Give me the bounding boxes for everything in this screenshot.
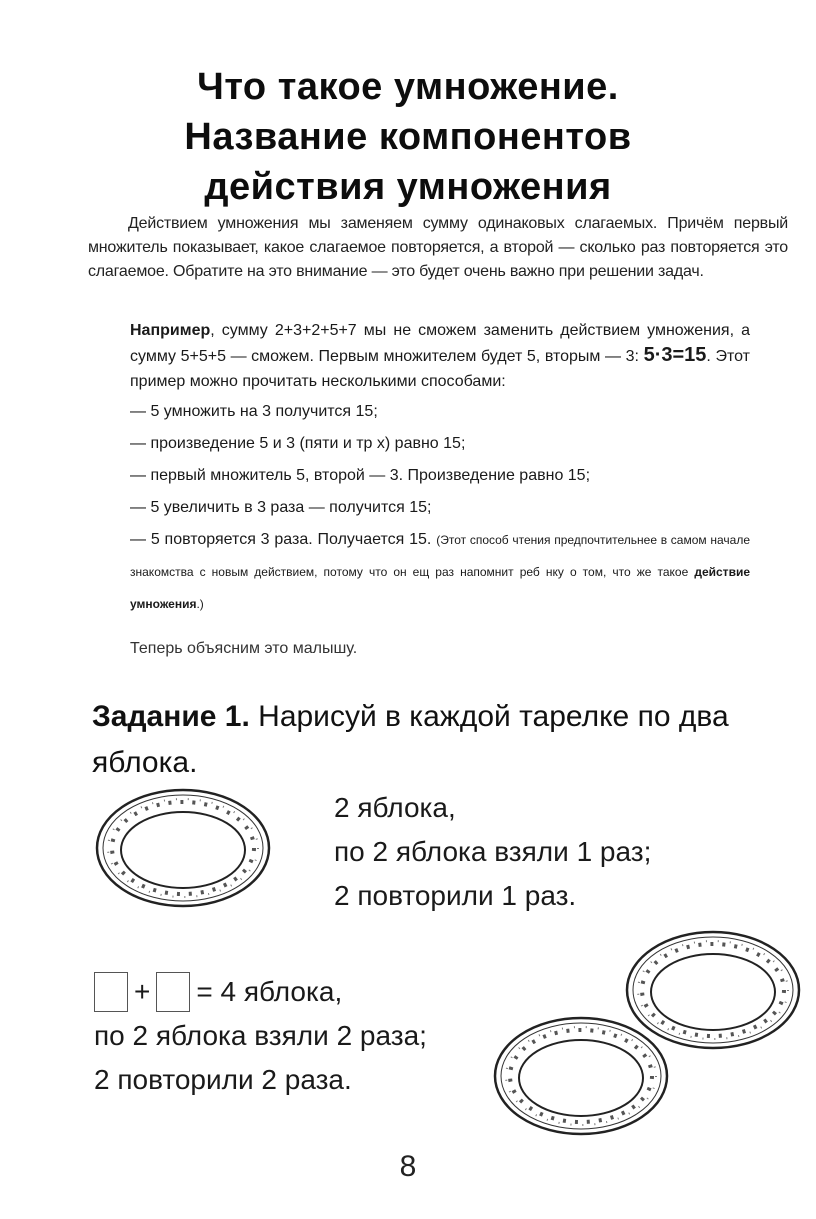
example-text-1: , сумму 2+3+2+5+7 мы не сможем заменить действием умножения, а сумму 5+5+5 — сможем. Первым множителем будет 5, вторым — 3: [130,322,750,365]
reading-way: — первый множитель 5, второй — 3. Произведение равно 15; [130,467,591,484]
equation-line [94,970,427,1014]
answer-box-2[interactable] [156,972,190,1012]
title-line-2: Название компонентов [184,116,632,158]
title-line-3: действия умножения [204,166,612,208]
task-number: Задание 1. [92,700,250,733]
equals-result: = 4 яблока, [196,976,343,1007]
now-explain-text: Теперь объясним это малышу. [130,640,358,657]
task-text: Нарисуй в каждой тарелке по два яблока. [92,700,729,779]
one-plate-text [334,786,651,918]
reading-way-last [130,524,750,620]
one-plate-line-2: по 2 яблока взяли 1 раз; [334,836,652,867]
two-plates-line-3: 2 повторили 2 раза. [94,1064,352,1095]
reading-ways-list [130,396,750,620]
page-number: 8 [399,1150,417,1183]
note-end: .) [196,597,204,611]
one-plate-line-3: 2 повторили 1 раз. [334,880,577,911]
reading-way: — 5 увеличить в 3 раза — получится 15; [130,499,432,516]
one-plate-line-1: 2 яблока, [334,792,456,823]
plate-1[interactable] [92,786,274,910]
plate-3[interactable] [490,1014,672,1138]
answer-box-1[interactable] [94,972,128,1012]
intro-text: Действием умножения мы заменяем сумму одинаковых слагаемых. Причём первый множитель показывает, какое слагаемое повторяется, а второй — сколько раз повторяется это слагаемое. Обратите на это внимание — это будет очень важно при решении задач. [88,215,788,280]
example-section [130,318,750,660]
example-paragraph [130,318,750,394]
two-plates-line-2: по 2 яблока взяли 2 раза; [94,1020,427,1051]
reading-way: — произведение 5 и 3 (пяти и тр х) равно 15; [130,435,466,452]
note-bold: действие умножения [130,565,750,611]
example-lead: Например [130,322,211,339]
example-formula: 5·3=15 [643,344,707,366]
note-start: (Этот способ чтения предпочтительнее в самом начале знакомства с новым действием, потому что он ещ раз напомнит реб нку о том, что же такое [130,533,751,579]
task-1 [92,694,792,786]
intro-paragraph [88,212,788,284]
page-title [80,62,736,212]
two-plates-text [94,970,427,1102]
example-text-2: . Этот пример можно прочитать несколькими способами: [130,348,750,390]
reading-way: — 5 умножить на 3 получится 15; [130,403,378,420]
title-line-1: Что такое умножение. [197,66,619,108]
reading-way-5: — 5 повторяется 3 раза. Получается 15. [130,531,432,548]
plus-sign: + [134,976,151,1007]
